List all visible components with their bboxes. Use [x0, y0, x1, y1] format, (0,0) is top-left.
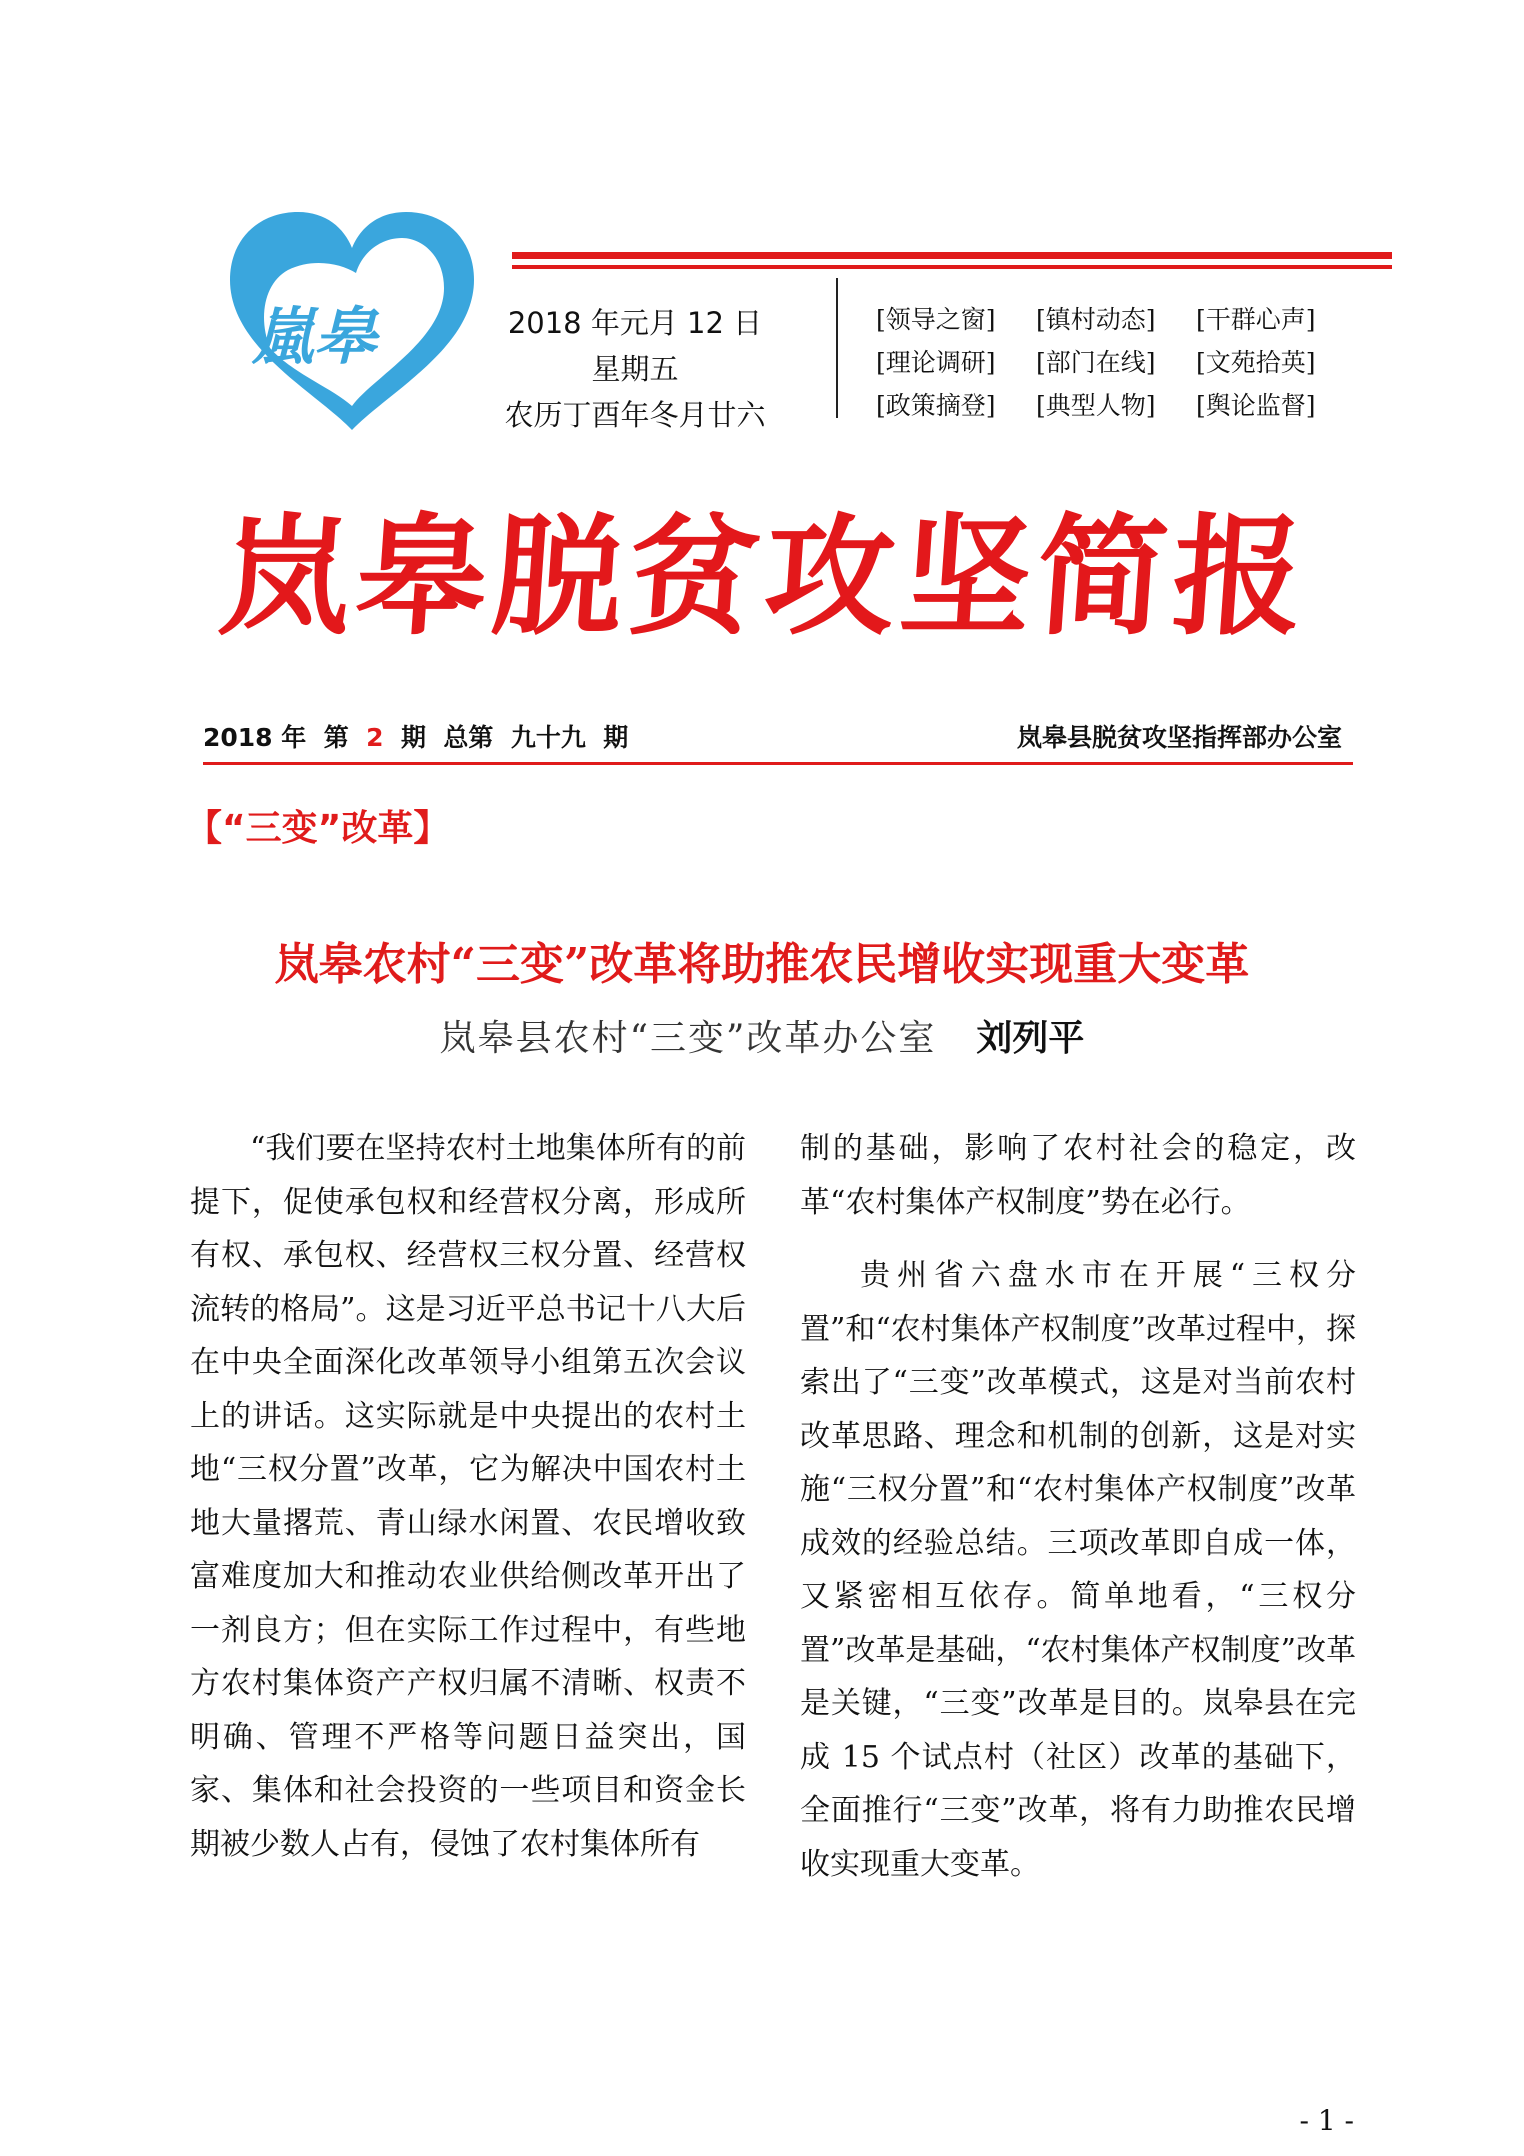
total-number: 九十九 [510, 723, 586, 752]
column-label: [政策摘登] [876, 390, 996, 420]
column-index-row [876, 339, 1356, 382]
date-block [470, 300, 800, 438]
masthead-title: 岚皋脱贫攻坚简报 [215, 500, 1315, 653]
issue-number: 2 [366, 723, 384, 752]
header-red-rule [203, 762, 1353, 765]
total-suffix: 期 [603, 723, 629, 752]
issue-suffix: 期 [400, 723, 426, 752]
date-gregorian: 2018 年元月 12 日 [507, 306, 763, 340]
issue-info [203, 718, 628, 754]
issue-year: 2018 年 [203, 723, 307, 752]
article-paragraph: 贵州省六盘水市在开展“三权分置”和“农村集体产权制度”改革过程中，探索出了“三变”改革模式，这是对当前农村改革思路、理念和机制的创新，这是对实施“三权分置”和“农村集体产权制度”改革成效的经验总结。三项改革即自成一体，又紧密相互依存。简单地看，“三权分置”改革是基础，“农村集体产权制度”改革是关键，“三变”改革是目的。岚皋县在完成 15 个试点村（社区）改革的基础下，全面推行“三变”改革，将有力助推农民增收实现重大变革。 [800, 1258, 1357, 1882]
column-index-row [876, 382, 1356, 425]
logo-text: 嵐皋 [252, 300, 377, 373]
issue-prefix: 第 [323, 723, 349, 752]
date-lunar: 农历丁酉年冬月廿六 [504, 398, 766, 432]
section-tag: 【“三变”改革】 [186, 808, 450, 849]
byline [0, 1010, 1524, 1061]
article-paragraph: “我们要在坚持农村土地集体所有的前提下，促使承包权和经营权分离，形成所有权、承包权、经营权三权分置、经营权流转的格局”。这是习近平总书记十八大后在中央全面深化改革领导小组第五次会议上的讲话。这实际就是中央提出的农村土地“三权分置”改革，它为解决中国农村土地大量撂荒、青山绿水闲置、农民增收致富难度加大和推动农业供给侧改革开出了一剂良方；但在实际工作过程中，有些地方农村集体资产产权归属不清晰、权责不明确、管理不严格等问题日益突出，国家、集体和社会投资的一些项目和资金长期被少数人占有，侵蚀了农村集体所有 [190, 1131, 746, 1862]
total-prefix: 总第 [443, 723, 494, 752]
column-index-row [876, 296, 1356, 339]
article-paragraph: 制的基础，影响了农村社会的稳定，改革“农村集体产权制度”势在必行。 [800, 1131, 1356, 1220]
column-label: [镇村动态] [1036, 304, 1156, 334]
column-label: [理论调研] [876, 347, 996, 377]
article-column-left [190, 1122, 746, 1871]
column-label: [文苑拾英] [1196, 347, 1316, 377]
column-label: [典型人物] [1036, 390, 1156, 420]
top-red-rule-thin [512, 265, 1392, 269]
date-weekday: 星期五 [591, 352, 679, 386]
blue-heart-logo [222, 208, 482, 433]
vertical-divider [836, 278, 838, 418]
column-label: [舆论监督] [1196, 390, 1316, 420]
column-index [876, 296, 1356, 425]
top-red-rule [512, 252, 1392, 259]
issuing-office: 岚皋县脱贫攻坚指挥部办公室 [1016, 723, 1342, 752]
article-column-right [800, 1122, 1356, 1891]
column-label: [干群心声] [1196, 304, 1316, 334]
column-label: [领导之窗] [876, 304, 996, 334]
byline-org: 岚皋县农村“三变”改革办公室 [439, 1018, 937, 1059]
column-label: [部门在线] [1036, 347, 1156, 377]
article-title: 岚皋农村“三变”改革将助推农民增收实现重大变革 [274, 939, 1250, 990]
byline-author: 刘列平 [976, 1018, 1085, 1059]
page-number: - 1 - [1299, 2104, 1354, 2137]
